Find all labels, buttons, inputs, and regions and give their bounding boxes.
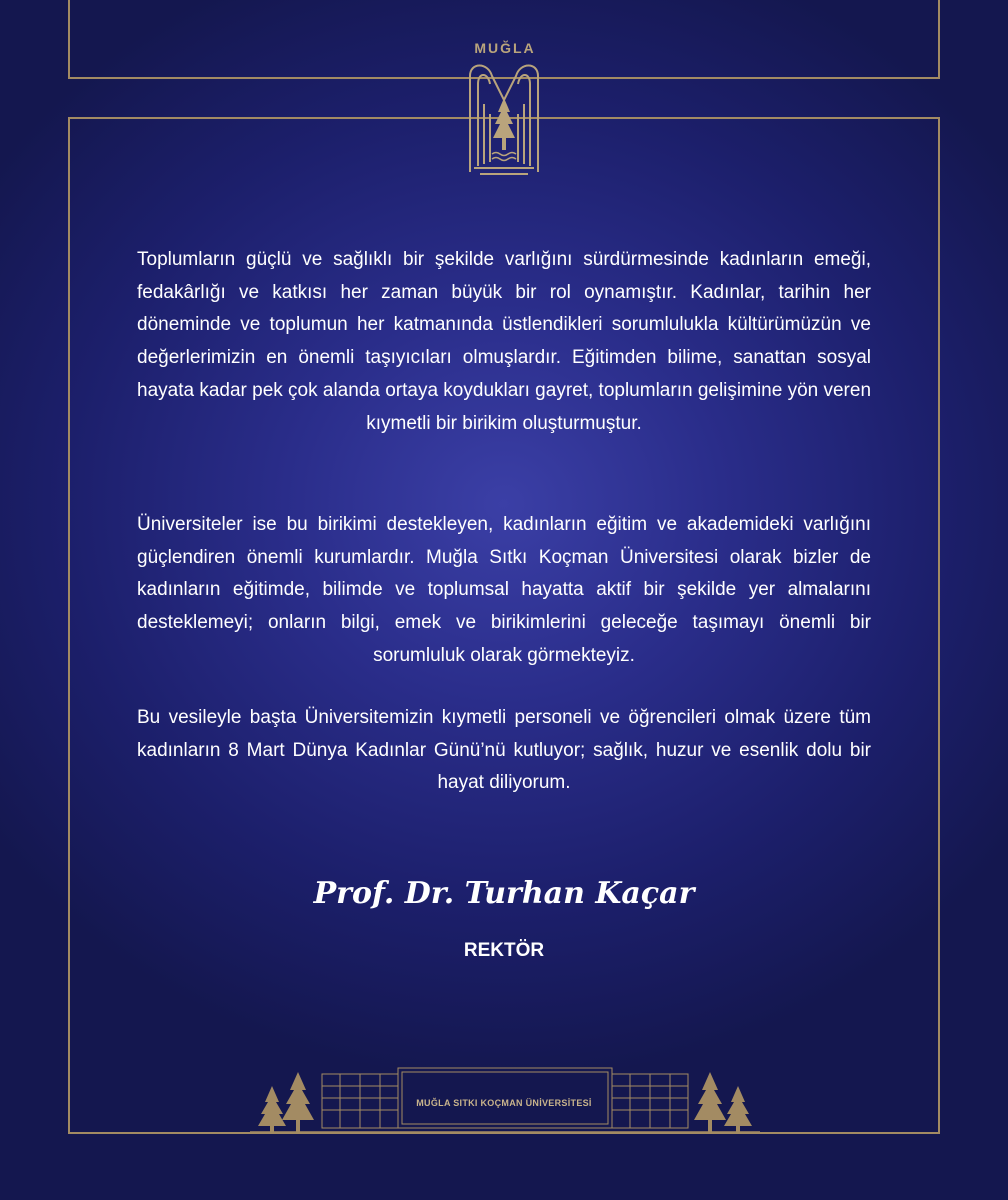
building-sign-text: MUĞLA SITKI KOÇMAN ÜNİVERSİTESİ (416, 1098, 592, 1108)
letter-paragraph-3: Bu vesileyle başta Üniversitemizin kıymetli personeli ve öğrencileri olmak üzere tüm kadınların 8 Mart Dünya Kadınlar Günü’nü kutluyor; sağlık, huzur ve esenlik dolu bir hayat diliyorum. (137, 707, 871, 794)
signature-title: REKTÖR (463, 940, 545, 961)
tree-icon (258, 1086, 286, 1132)
tree-icon (724, 1086, 752, 1132)
top-frame-right-line (938, 0, 940, 79)
main-frame-right-line (938, 117, 940, 1134)
tree-icon (694, 1072, 726, 1132)
tree-icon (282, 1072, 314, 1132)
logo-wordmark: MUĞLA (474, 40, 536, 56)
mugla-university-logo-icon (454, 54, 556, 184)
letter-paragraph-2: Üniversiteler ise bu birikimi destekleyen, kadınların eğitim ve akademideki varlığını güçlendiren önemli kurumlardır. Muğla Sıtkı Koçman Üniversitesi olarak bizler de kadınların eğitimde, bilimde ve toplumsal hayatta aktif bir şekilde yer almalarını desteklemeyi; onların bilgi, emek ve birikimlerini geleceğe taşımayı önemli bir sorumluluk olarak görmekteyiz. (137, 514, 871, 666)
top-frame-left-line (68, 0, 70, 79)
signature-name: Prof. Dr. Turhan Kaçar (313, 876, 695, 911)
university-logo (454, 36, 556, 186)
main-frame-left-line (68, 117, 70, 1134)
letter-paragraph-1: Toplumların güçlü ve sağlıklı bir şekilde varlığını sürdürmesinde kadınların emeği, fedakârlığı ve katkısı her zaman büyük bir rol oynamıştır. Kadınlar, tarihin her döneminde ve toplumun her katmanında üstlendikleri sorumlulukla kültürümüzün ve değerlerimizin en önemli taşıyıcıları olmuşlardır. Eğitimden bilime, sanattan sosyal hayata kadar pek çok alanda ortaya koydukları gayret, toplumların gelişimine yön veren kıymetli bir birikim oluşturmuştur. (137, 249, 872, 434)
